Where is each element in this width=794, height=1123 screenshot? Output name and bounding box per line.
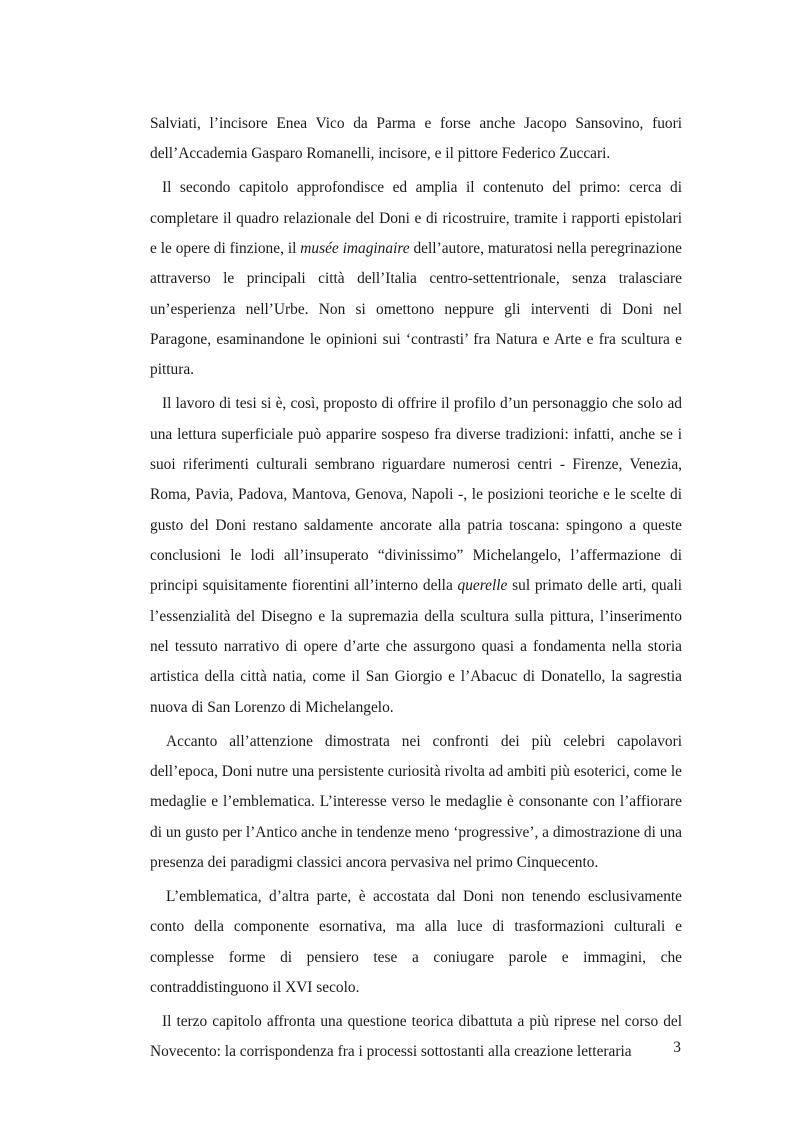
paragraph-3: Il lavoro di tesi si è, così, proposto di offrire il profilo d’un personaggio che solo ad una lettura superficiale può apparire sospeso fra diverse tradizioni: infatti, anche se i suoi riferimenti culturali sembrano riguardare numerosi centri - Firenze, Venezia, Roma, Pavia, Padova, Mantova, Genova, Napoli -, le posizioni teoriche e le scelte di gusto del Doni restano saldamente ancorate alla patria toscana: spingono a queste conclusioni le lodi all’insuperato “divinissimo” Michelangelo, l’affermazione di principi squisitamente fiorentini all’interno della querelle sul primato delle arti, quali l’essenzialità del Disegno e la supremazia della scultura sulla pittura, l’inserimento nel tessuto narrativo di opere d’arte che assurgono quasi a fondamenta nella storia artistica della città natia, come il San Giorgio e l’Abacuc di Donatello, la sagrestia nuova di San Lorenzo di Michelangelo. bbox=[150, 395, 682, 716]
paragraph-6: Il terzo capitolo affronta una questione teorica dibattuta a più riprese nel corso del Novecento: la corrispondenza fra i processi sottostanti alla creazione letteraria bbox=[150, 1012, 682, 1061]
paragraph-5: L’emblematica, d’altra parte, è accostata dal Doni non tenendo esclusivamente conto della componente esornativa, ma alla luce di trasformazioni culturali e complesse forme di pensiero tese a coniugare parole e immagini, che contraddistinguono il XVI secolo. bbox=[150, 887, 682, 996]
page-number: 3 bbox=[673, 1039, 681, 1056]
body-text bbox=[150, 109, 682, 1071]
italic-term: musée imaginaire bbox=[300, 239, 410, 257]
paragraph-1: Salviati, l’incisore Enea Vico da Parma e forse anche Jacopo Sansovino, fuori dell’Accademia Gasparo Romanelli, incisore, e il pittore Federico Zuccari. bbox=[150, 115, 682, 163]
paragraph-2: Il secondo capitolo approfondisce ed amplia il contenuto del primo: cerca di completare il quadro relazionale del Doni e di ricostruire, tramite i rapporti epistolari e le opere di finzione, il musée imaginaire dell’autore, maturatosi nella peregrinazione attraverso le principali città dell’Italia centro-settentrionale, senza tralasciare un’esperienza nell’Urbe. Non si omettono neppure gli interventi di Doni nel Paragone, esaminandone le opinioni sui ‘contrasti’ fra Natura e Arte e fra scultura e pittura. bbox=[150, 179, 682, 379]
paragraph-4: Accanto all’attenzione dimostrata nei confronti dei più celebri capolavori dell’epoca, Doni nutre una persistente curiosità rivolta ad ambiti più esoterici, come le medaglie e l’emblematica. L’interesse verso le medaglie è consonante con l’affiorare di un gusto per l’Antico anche in tendenze meno ‘progressive’, a dimostrazione di una presenza dei paradigmi classici ancora pervasiva nel primo Cinquecento. bbox=[150, 732, 682, 872]
italic-term: querelle bbox=[457, 577, 508, 595]
